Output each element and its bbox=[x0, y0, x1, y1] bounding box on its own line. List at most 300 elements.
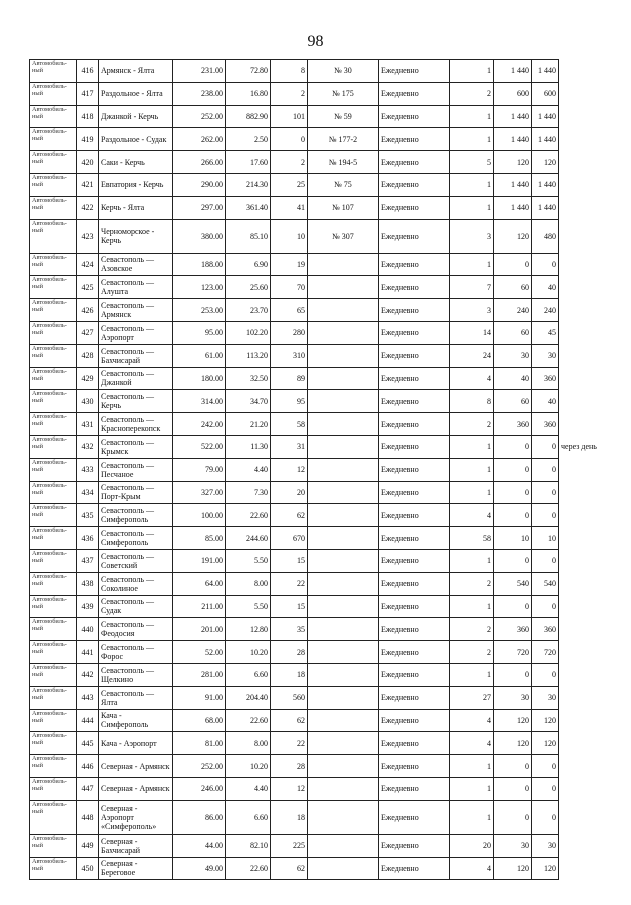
distance-cell: 68.00 bbox=[173, 709, 226, 732]
route-code-cell: № 177-2 bbox=[308, 128, 379, 151]
row-type-cell: Автомобиль-ный bbox=[30, 595, 77, 618]
row-type-cell: Автомобиль-ный bbox=[30, 105, 77, 128]
row-number-cell: 449 bbox=[77, 834, 99, 857]
trips-cell: 101 bbox=[271, 105, 308, 128]
count-cell: 4 bbox=[450, 504, 494, 527]
interval-min-cell: 120 bbox=[494, 857, 532, 880]
row-number-cell: 441 bbox=[77, 641, 99, 664]
interval-max-cell: 0 bbox=[532, 435, 559, 458]
interval-min-cell: 1 440 bbox=[494, 60, 532, 83]
interval-max-cell: 120 bbox=[532, 151, 559, 174]
note-cell bbox=[559, 641, 590, 664]
route-code-cell bbox=[308, 857, 379, 880]
interval-min-cell: 1 440 bbox=[494, 173, 532, 196]
table-row bbox=[30, 253, 590, 276]
passenger-volume-cell: 8.00 bbox=[226, 732, 271, 755]
note-cell bbox=[559, 732, 590, 755]
frequency-cell: Ежедневно bbox=[379, 709, 450, 732]
row-number-cell: 448 bbox=[77, 800, 99, 834]
distance-cell: 85.00 bbox=[173, 527, 226, 550]
interval-max-cell: 0 bbox=[532, 595, 559, 618]
distance-cell: 52.00 bbox=[173, 641, 226, 664]
frequency-cell: Ежедневно bbox=[379, 458, 450, 481]
note-cell bbox=[559, 276, 590, 299]
route-code-cell bbox=[308, 527, 379, 550]
count-cell: 2 bbox=[450, 618, 494, 641]
table-row bbox=[30, 527, 590, 550]
interval-max-cell: 1 440 bbox=[532, 105, 559, 128]
distance-cell: 64.00 bbox=[173, 572, 226, 595]
count-cell: 3 bbox=[450, 299, 494, 322]
row-number-cell: 433 bbox=[77, 458, 99, 481]
table-body bbox=[30, 60, 597, 880]
route-code-cell bbox=[308, 709, 379, 732]
route-name-cell: Севастополь — Щелкино bbox=[99, 663, 173, 686]
frequency-cell: Ежедневно bbox=[379, 527, 450, 550]
interval-min-cell: 30 bbox=[494, 686, 532, 709]
row-type-cell: Автомобиль-ный bbox=[30, 151, 77, 174]
route-code-cell: № 307 bbox=[308, 219, 379, 253]
row-number-cell: 438 bbox=[77, 572, 99, 595]
route-name-cell: Севастополь — Крымск bbox=[99, 435, 173, 458]
passenger-volume-cell: 22.60 bbox=[226, 857, 271, 880]
frequency-cell: Ежедневно bbox=[379, 549, 450, 572]
distance-cell: 191.00 bbox=[173, 549, 226, 572]
count-cell: 1 bbox=[450, 173, 494, 196]
route-name-cell: Севастополь — Бахчисарай bbox=[99, 344, 173, 367]
trips-cell: 62 bbox=[271, 709, 308, 732]
row-number-cell: 431 bbox=[77, 413, 99, 436]
table-row bbox=[30, 641, 590, 664]
interval-min-cell: 120 bbox=[494, 219, 532, 253]
passenger-volume-cell: 22.60 bbox=[226, 504, 271, 527]
route-code-cell bbox=[308, 834, 379, 857]
row-number-cell: 443 bbox=[77, 686, 99, 709]
frequency-cell: Ежедневно bbox=[379, 60, 450, 83]
route-code-cell bbox=[308, 299, 379, 322]
row-type-cell: Автомобиль-ный bbox=[30, 299, 77, 322]
row-number-cell: 435 bbox=[77, 504, 99, 527]
interval-max-cell: 45 bbox=[532, 321, 559, 344]
route-code-cell bbox=[308, 367, 379, 390]
passenger-volume-cell: 12.80 bbox=[226, 618, 271, 641]
route-code-cell bbox=[308, 641, 379, 664]
interval-min-cell: 0 bbox=[494, 458, 532, 481]
note-cell bbox=[559, 709, 590, 732]
count-cell: 1 bbox=[450, 196, 494, 219]
note-cell bbox=[559, 82, 590, 105]
route-code-cell bbox=[308, 435, 379, 458]
note-cell bbox=[559, 663, 590, 686]
table-row bbox=[30, 299, 590, 322]
distance-cell: 246.00 bbox=[173, 777, 226, 800]
passenger-volume-cell: 22.60 bbox=[226, 709, 271, 732]
note-cell bbox=[559, 219, 590, 253]
frequency-cell: Ежедневно bbox=[379, 299, 450, 322]
distance-cell: 290.00 bbox=[173, 173, 226, 196]
route-name-cell: Северная - Армянск bbox=[99, 777, 173, 800]
frequency-cell: Ежедневно bbox=[379, 196, 450, 219]
route-name-cell: Севастополь — Порт-Крым bbox=[99, 481, 173, 504]
note-cell bbox=[559, 253, 590, 276]
route-code-cell bbox=[308, 549, 379, 572]
distance-cell: 180.00 bbox=[173, 367, 226, 390]
row-type-cell: Автомобиль-ный bbox=[30, 549, 77, 572]
interval-min-cell: 0 bbox=[494, 595, 532, 618]
distance-cell: 91.00 bbox=[173, 686, 226, 709]
count-cell: 58 bbox=[450, 527, 494, 550]
row-number-cell: 423 bbox=[77, 219, 99, 253]
count-cell: 4 bbox=[450, 709, 494, 732]
note-cell bbox=[559, 595, 590, 618]
route-code-cell bbox=[308, 618, 379, 641]
note-cell bbox=[559, 857, 590, 880]
row-number-cell: 445 bbox=[77, 732, 99, 755]
distance-cell: 81.00 bbox=[173, 732, 226, 755]
passenger-volume-cell: 82.10 bbox=[226, 834, 271, 857]
trips-cell: 58 bbox=[271, 413, 308, 436]
note-cell bbox=[559, 686, 590, 709]
route-code-cell bbox=[308, 777, 379, 800]
interval-max-cell: 0 bbox=[532, 777, 559, 800]
count-cell: 2 bbox=[450, 641, 494, 664]
interval-max-cell: 120 bbox=[532, 709, 559, 732]
note-cell bbox=[559, 390, 590, 413]
row-number-cell: 425 bbox=[77, 276, 99, 299]
distance-cell: 86.00 bbox=[173, 800, 226, 834]
count-cell: 1 bbox=[450, 777, 494, 800]
interval-max-cell: 0 bbox=[532, 253, 559, 276]
route-code-cell bbox=[308, 572, 379, 595]
row-number-cell: 419 bbox=[77, 128, 99, 151]
frequency-cell: Ежедневно bbox=[379, 755, 450, 778]
interval-min-cell: 1 440 bbox=[494, 105, 532, 128]
table-row bbox=[30, 481, 590, 504]
passenger-volume-cell: 5.50 bbox=[226, 549, 271, 572]
trips-cell: 25 bbox=[271, 173, 308, 196]
trips-cell: 2 bbox=[271, 82, 308, 105]
interval-max-cell: 0 bbox=[532, 504, 559, 527]
route-code-cell bbox=[308, 595, 379, 618]
passenger-volume-cell: 16.80 bbox=[226, 82, 271, 105]
trips-cell: 12 bbox=[271, 458, 308, 481]
note-cell bbox=[559, 755, 590, 778]
note-cell bbox=[559, 173, 590, 196]
distance-cell: 231.00 bbox=[173, 60, 226, 83]
frequency-cell: Ежедневно bbox=[379, 219, 450, 253]
passenger-volume-cell: 214.30 bbox=[226, 173, 271, 196]
trips-cell: 2 bbox=[271, 151, 308, 174]
trips-cell: 35 bbox=[271, 618, 308, 641]
note-cell bbox=[559, 618, 590, 641]
route-code-cell: № 175 bbox=[308, 82, 379, 105]
passenger-volume-cell: 6.60 bbox=[226, 663, 271, 686]
interval-min-cell: 40 bbox=[494, 367, 532, 390]
route-name-cell: Раздольное - Судак bbox=[99, 128, 173, 151]
distance-cell: 252.00 bbox=[173, 755, 226, 778]
count-cell: 1 bbox=[450, 435, 494, 458]
interval-max-cell: 1 440 bbox=[532, 128, 559, 151]
frequency-cell: Ежедневно bbox=[379, 595, 450, 618]
interval-max-cell: 1 440 bbox=[532, 60, 559, 83]
count-cell: 20 bbox=[450, 834, 494, 857]
table-row bbox=[30, 196, 590, 219]
count-cell: 2 bbox=[450, 413, 494, 436]
trips-cell: 15 bbox=[271, 595, 308, 618]
interval-max-cell: 30 bbox=[532, 686, 559, 709]
frequency-cell: Ежедневно bbox=[379, 321, 450, 344]
row-number-cell: 430 bbox=[77, 390, 99, 413]
table-row bbox=[30, 686, 590, 709]
route-name-cell: Севастополь — Ялта bbox=[99, 686, 173, 709]
note-cell bbox=[559, 60, 590, 83]
row-number-cell: 416 bbox=[77, 60, 99, 83]
distance-cell: 253.00 bbox=[173, 299, 226, 322]
passenger-volume-cell: 361.40 bbox=[226, 196, 271, 219]
count-cell: 8 bbox=[450, 390, 494, 413]
frequency-cell: Ежедневно bbox=[379, 128, 450, 151]
row-type-cell: Автомобиль-ный bbox=[30, 732, 77, 755]
table-row bbox=[30, 344, 590, 367]
row-type-cell: Автомобиль-ный bbox=[30, 618, 77, 641]
row-number-cell: 450 bbox=[77, 857, 99, 880]
interval-max-cell: 1 440 bbox=[532, 173, 559, 196]
route-code-cell bbox=[308, 504, 379, 527]
table-row bbox=[30, 219, 590, 253]
distance-cell: 522.00 bbox=[173, 435, 226, 458]
interval-max-cell: 0 bbox=[532, 481, 559, 504]
route-code-cell: № 194-5 bbox=[308, 151, 379, 174]
frequency-cell: Ежедневно bbox=[379, 82, 450, 105]
interval-min-cell: 0 bbox=[494, 800, 532, 834]
interval-min-cell: 1 440 bbox=[494, 196, 532, 219]
route-name-cell: Раздольное - Ялта bbox=[99, 82, 173, 105]
route-code-cell bbox=[308, 344, 379, 367]
distance-cell: 61.00 bbox=[173, 344, 226, 367]
passenger-volume-cell: 10.20 bbox=[226, 641, 271, 664]
route-code-cell: № 75 bbox=[308, 173, 379, 196]
interval-min-cell: 0 bbox=[494, 663, 532, 686]
route-name-cell: Севастополь — Судак bbox=[99, 595, 173, 618]
route-name-cell: Армянск - Ялта bbox=[99, 60, 173, 83]
row-type-cell: Автомобиль-ный bbox=[30, 390, 77, 413]
interval-min-cell: 0 bbox=[494, 504, 532, 527]
route-code-cell bbox=[308, 686, 379, 709]
row-type-cell: Автомобиль-ный bbox=[30, 196, 77, 219]
frequency-cell: Ежедневно bbox=[379, 481, 450, 504]
table-row bbox=[30, 504, 590, 527]
interval-max-cell: 40 bbox=[532, 390, 559, 413]
passenger-volume-cell: 72.80 bbox=[226, 60, 271, 83]
interval-max-cell: 30 bbox=[532, 344, 559, 367]
route-code-cell bbox=[308, 413, 379, 436]
table-row bbox=[30, 367, 590, 390]
route-name-cell: Кача - Симферополь bbox=[99, 709, 173, 732]
passenger-volume-cell: 6.90 bbox=[226, 253, 271, 276]
passenger-volume-cell: 32.50 bbox=[226, 367, 271, 390]
table-row bbox=[30, 732, 590, 755]
trips-cell: 18 bbox=[271, 800, 308, 834]
route-name-cell: Севастополь — Советский bbox=[99, 549, 173, 572]
interval-max-cell: 600 bbox=[532, 82, 559, 105]
row-type-cell: Автомобиль-ный bbox=[30, 128, 77, 151]
interval-min-cell: 120 bbox=[494, 709, 532, 732]
row-number-cell: 442 bbox=[77, 663, 99, 686]
row-number-cell: 436 bbox=[77, 527, 99, 550]
frequency-cell: Ежедневно bbox=[379, 572, 450, 595]
distance-cell: 238.00 bbox=[173, 82, 226, 105]
route-code-cell bbox=[308, 732, 379, 755]
table-row bbox=[30, 800, 590, 834]
trips-cell: 0 bbox=[271, 128, 308, 151]
distance-cell: 100.00 bbox=[173, 504, 226, 527]
trips-cell: 20 bbox=[271, 481, 308, 504]
interval-min-cell: 0 bbox=[494, 253, 532, 276]
note-cell bbox=[559, 458, 590, 481]
note-cell bbox=[559, 128, 590, 151]
route-name-cell: Северная - Бахчисарай bbox=[99, 834, 173, 857]
trips-cell: 560 bbox=[271, 686, 308, 709]
frequency-cell: Ежедневно bbox=[379, 367, 450, 390]
trips-cell: 8 bbox=[271, 60, 308, 83]
table-row bbox=[30, 276, 590, 299]
route-name-cell: Северная - Аэропорт «Симферополь» bbox=[99, 800, 173, 834]
routes-table bbox=[29, 59, 597, 880]
route-code-cell bbox=[308, 390, 379, 413]
passenger-volume-cell: 25.60 bbox=[226, 276, 271, 299]
row-number-cell: 418 bbox=[77, 105, 99, 128]
trips-cell: 12 bbox=[271, 777, 308, 800]
note-cell bbox=[559, 344, 590, 367]
row-type-cell: Автомобиль-ный bbox=[30, 173, 77, 196]
passenger-volume-cell: 34.70 bbox=[226, 390, 271, 413]
table-row bbox=[30, 777, 590, 800]
passenger-volume-cell: 10.20 bbox=[226, 755, 271, 778]
frequency-cell: Ежедневно bbox=[379, 344, 450, 367]
row-type-cell: Автомобиль-ный bbox=[30, 709, 77, 732]
route-name-cell: Кача - Аэропорт bbox=[99, 732, 173, 755]
count-cell: 3 bbox=[450, 219, 494, 253]
frequency-cell: Ежедневно bbox=[379, 253, 450, 276]
count-cell: 1 bbox=[450, 755, 494, 778]
route-name-cell: Джанкой - Керчь bbox=[99, 105, 173, 128]
route-code-cell bbox=[308, 800, 379, 834]
table-row bbox=[30, 709, 590, 732]
route-code-cell bbox=[308, 481, 379, 504]
distance-cell: 188.00 bbox=[173, 253, 226, 276]
note-cell bbox=[559, 777, 590, 800]
frequency-cell: Ежедневно bbox=[379, 151, 450, 174]
distance-cell: 314.00 bbox=[173, 390, 226, 413]
route-name-cell: Севастополь — Алушта bbox=[99, 276, 173, 299]
interval-min-cell: 30 bbox=[494, 834, 532, 857]
interval-min-cell: 0 bbox=[494, 777, 532, 800]
trips-cell: 22 bbox=[271, 732, 308, 755]
row-number-cell: 428 bbox=[77, 344, 99, 367]
count-cell: 7 bbox=[450, 276, 494, 299]
count-cell: 1 bbox=[450, 481, 494, 504]
frequency-cell: Ежедневно bbox=[379, 105, 450, 128]
distance-cell: 211.00 bbox=[173, 595, 226, 618]
route-code-cell bbox=[308, 253, 379, 276]
note-cell bbox=[559, 834, 590, 857]
interval-min-cell: 360 bbox=[494, 413, 532, 436]
interval-min-cell: 0 bbox=[494, 549, 532, 572]
trips-cell: 19 bbox=[271, 253, 308, 276]
table-row bbox=[30, 458, 590, 481]
row-number-cell: 424 bbox=[77, 253, 99, 276]
distance-cell: 242.00 bbox=[173, 413, 226, 436]
row-number-cell: 447 bbox=[77, 777, 99, 800]
interval-min-cell: 60 bbox=[494, 276, 532, 299]
interval-max-cell: 720 bbox=[532, 641, 559, 664]
count-cell: 24 bbox=[450, 344, 494, 367]
row-number-cell: 427 bbox=[77, 321, 99, 344]
distance-cell: 281.00 bbox=[173, 663, 226, 686]
route-name-cell: Севастополь — Армянск bbox=[99, 299, 173, 322]
note-cell bbox=[559, 151, 590, 174]
interval-max-cell: 30 bbox=[532, 834, 559, 857]
interval-max-cell: 120 bbox=[532, 732, 559, 755]
frequency-cell: Ежедневно bbox=[379, 413, 450, 436]
row-type-cell: Автомобиль-ный bbox=[30, 686, 77, 709]
route-name-cell: Севастополь — Феодосия bbox=[99, 618, 173, 641]
note-cell bbox=[559, 196, 590, 219]
interval-max-cell: 540 bbox=[532, 572, 559, 595]
trips-cell: 62 bbox=[271, 504, 308, 527]
trips-cell: 95 bbox=[271, 390, 308, 413]
table-row bbox=[30, 413, 590, 436]
count-cell: 27 bbox=[450, 686, 494, 709]
interval-max-cell: 0 bbox=[532, 663, 559, 686]
interval-min-cell: 30 bbox=[494, 344, 532, 367]
row-type-cell: Автомобиль-ный bbox=[30, 504, 77, 527]
count-cell: 5 bbox=[450, 151, 494, 174]
row-type-cell: Автомобиль-ный bbox=[30, 435, 77, 458]
table-row bbox=[30, 618, 590, 641]
interval-max-cell: 0 bbox=[532, 800, 559, 834]
row-type-cell: Автомобиль-ный bbox=[30, 527, 77, 550]
route-code-cell: № 59 bbox=[308, 105, 379, 128]
row-type-cell: Автомобиль-ный bbox=[30, 834, 77, 857]
table-row bbox=[30, 572, 590, 595]
row-type-cell: Автомобиль-ный bbox=[30, 413, 77, 436]
passenger-volume-cell: 4.40 bbox=[226, 777, 271, 800]
route-code-cell bbox=[308, 321, 379, 344]
trips-cell: 31 bbox=[271, 435, 308, 458]
note-cell bbox=[559, 572, 590, 595]
frequency-cell: Ежедневно bbox=[379, 663, 450, 686]
table-row bbox=[30, 595, 590, 618]
note-cell bbox=[559, 549, 590, 572]
table-row bbox=[30, 321, 590, 344]
trips-cell: 280 bbox=[271, 321, 308, 344]
distance-cell: 297.00 bbox=[173, 196, 226, 219]
note-cell: через день bbox=[561, 442, 597, 452]
trips-cell: 62 bbox=[271, 857, 308, 880]
distance-cell: 49.00 bbox=[173, 857, 226, 880]
route-code-cell: № 30 bbox=[308, 60, 379, 83]
row-number-cell: 429 bbox=[77, 367, 99, 390]
count-cell: 1 bbox=[450, 105, 494, 128]
passenger-volume-cell: 2.50 bbox=[226, 128, 271, 151]
note-cell bbox=[559, 481, 590, 504]
row-type-cell: Автомобиль-ный bbox=[30, 857, 77, 880]
route-name-cell: Севастополь — Красноперекопск bbox=[99, 413, 173, 436]
interval-min-cell: 60 bbox=[494, 390, 532, 413]
count-cell: 4 bbox=[450, 367, 494, 390]
route-name-cell: Севастополь — Симферополь bbox=[99, 504, 173, 527]
